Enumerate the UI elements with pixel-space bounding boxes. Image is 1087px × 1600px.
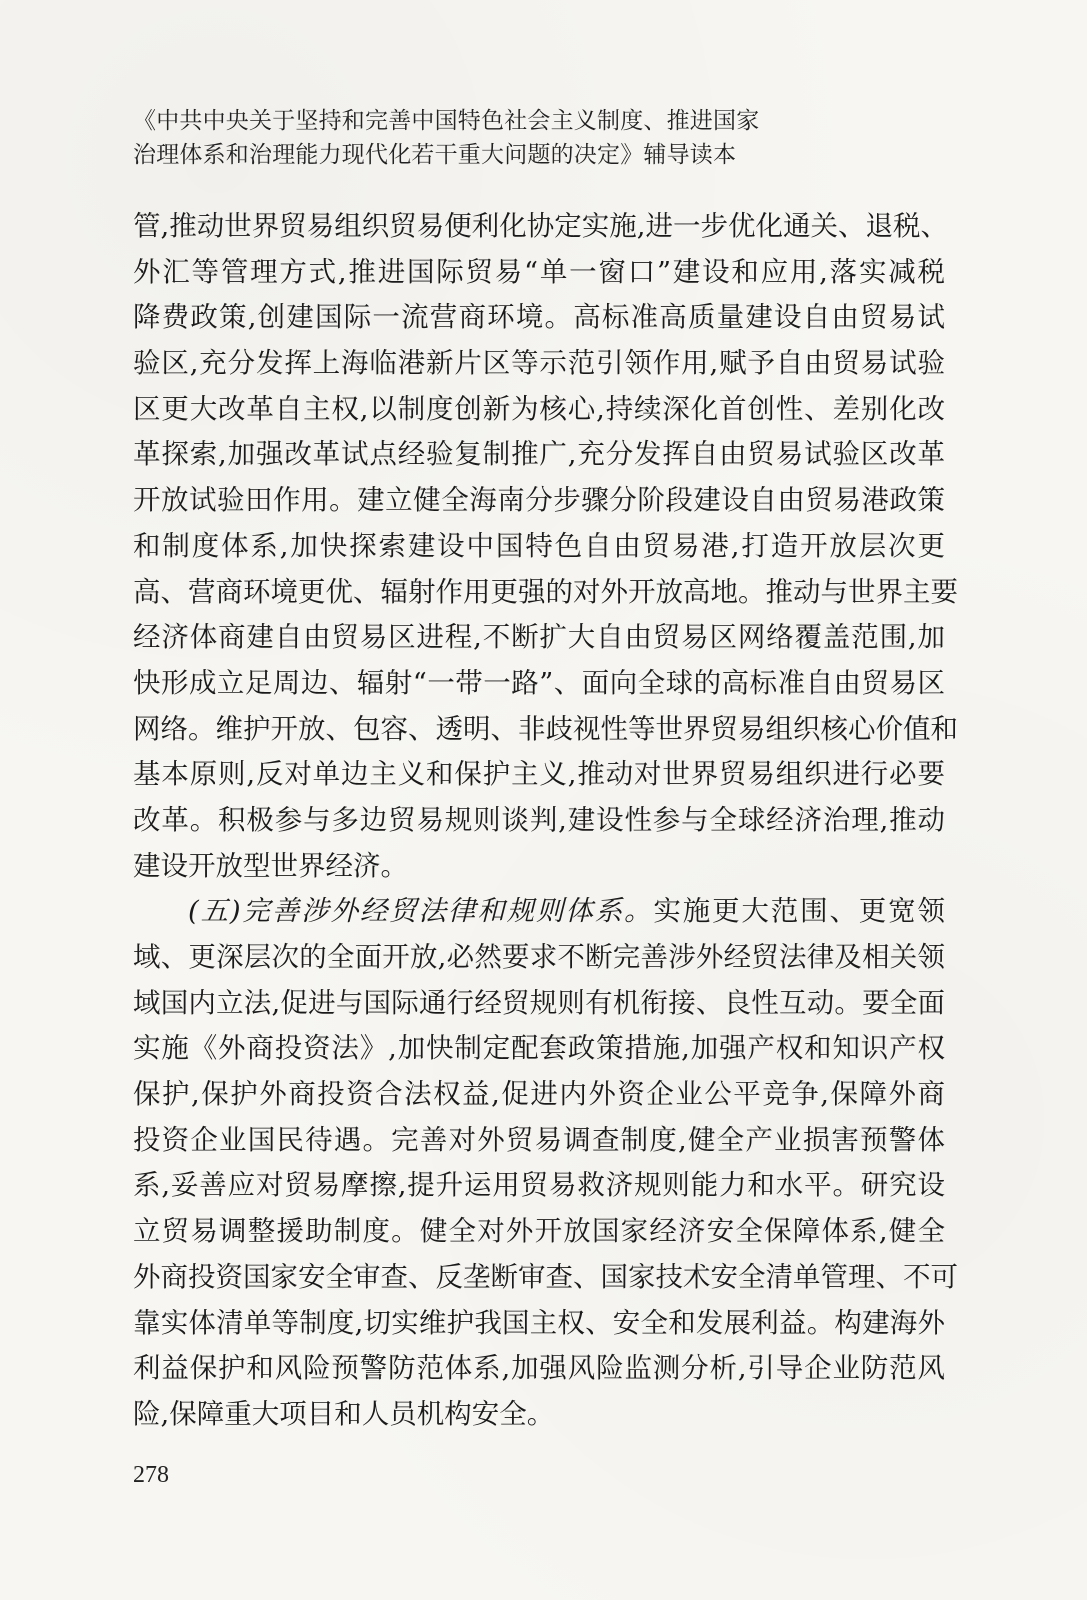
text-line: 革探索,加强改革试点经验复制推广,充分发挥自由贸易试验区改革 — [133, 438, 945, 471]
text-line: 区更大改革自主权,以制度创新为核心,持续深化首创性、差别化改 — [133, 392, 945, 425]
text-line: 系,妥善应对贸易摩擦,提升运用贸易救济规则能力和水平。研究设 — [133, 1169, 945, 1202]
text-line: 基本原则,反对单边主义和保护主义,推动对世界贸易组织进行必要 — [133, 758, 945, 791]
text-line: 经济体商建自由贸易区进程,不断扩大自由贸易区网络覆盖范围,加 — [133, 621, 945, 654]
text-line: 开放试验田作用。建立健全海南分步骤分阶段建设自由贸易港政策 — [133, 484, 945, 517]
text-line: 和制度体系,加快探索建设中国特色自由贸易港,打造开放层次更 — [133, 529, 945, 562]
section-heading: (五)完善涉外经贸法律和规则体系。 — [188, 895, 654, 928]
text-line: 外汇等管理方式,推进国际贸易“单一窗口”建设和应用,落实减税 — [133, 255, 945, 288]
text-line: 域、更深层次的全面开放,必然要求不断完善涉外经贸法律及相关领 — [133, 941, 945, 973]
body-text — [133, 204, 958, 1438]
text-line: 利益保护和风险预警防范体系,加强风险监测分析,引导企业防范风 — [133, 1352, 945, 1385]
text-line: 立贸易调整援助制度。健全对外开放国家经济安全保障体系,健全 — [133, 1215, 945, 1248]
text-line: 快形成立足周边、辐射“一带一路”、面向全球的高标准自由贸易区 — [133, 666, 945, 699]
text-line: 域国内立法,促进与国际通行经贸规则有机衔接、良性互动。要全面 — [133, 986, 945, 1019]
paragraph-1 — [133, 204, 958, 889]
running-header — [133, 104, 953, 172]
running-header-line-1: 《中共中央关于坚持和完善中国特色社会主义制度、推进国家 — [133, 108, 760, 134]
text-line: 靠实体清单等制度,切实维护我国主权、安全和发展利益。构建海外 — [133, 1306, 945, 1339]
paragraph-2 — [133, 889, 958, 1437]
text-line: 高、营商环境更优、辐射作用更强的对外开放高地。推动与世界主要 — [133, 575, 958, 608]
text-line: 网络。维护开放、包容、透明、非歧视性等世界贸易组织核心价值和 — [133, 712, 958, 745]
text-line: 保护,保护外商投资合法权益,促进内外资企业公平竞争,保障外商 — [133, 1078, 945, 1111]
page-number: 278 — [133, 1462, 169, 1488]
text-line: 险,保障重大项目和人员机构安全。 — [133, 1397, 555, 1430]
text-line: 投资企业国民待遇。完善对外贸易调查制度,健全产业损害预警体 — [133, 1123, 945, 1156]
text-line: 改革。积极参与多边贸易规则谈判,建设性参与全球经济治理,推动 — [133, 803, 945, 836]
section-first-line — [133, 889, 945, 935]
text-line: 外商投资国家安全审查、反垄断审查、国家技术安全清单管理、不可 — [133, 1260, 958, 1293]
text-line: 验区,充分发挥上海临港新片区等示范引领作用,赋予自由贸易试验 — [133, 347, 945, 380]
running-header-line-2: 治理体系和治理能力现代化若干重大问题的决定》辅导读本 — [133, 142, 737, 168]
text-line: 建设开放型世界经济。 — [133, 849, 408, 882]
text-line: 降费政策,创建国际一流营商环境。高标准高质量建设自由贸易试 — [133, 301, 945, 334]
text-line: 实施《外商投资法》,加快制定配套政策措施,加强产权和知识产权 — [133, 1032, 945, 1065]
section-first-line-text: 实施更大范围、更宽领 — [653, 895, 946, 928]
text-line: 管,推动世界贸易组织贸易便利化协定实施,进一步优化通关、退税、 — [133, 210, 948, 242]
